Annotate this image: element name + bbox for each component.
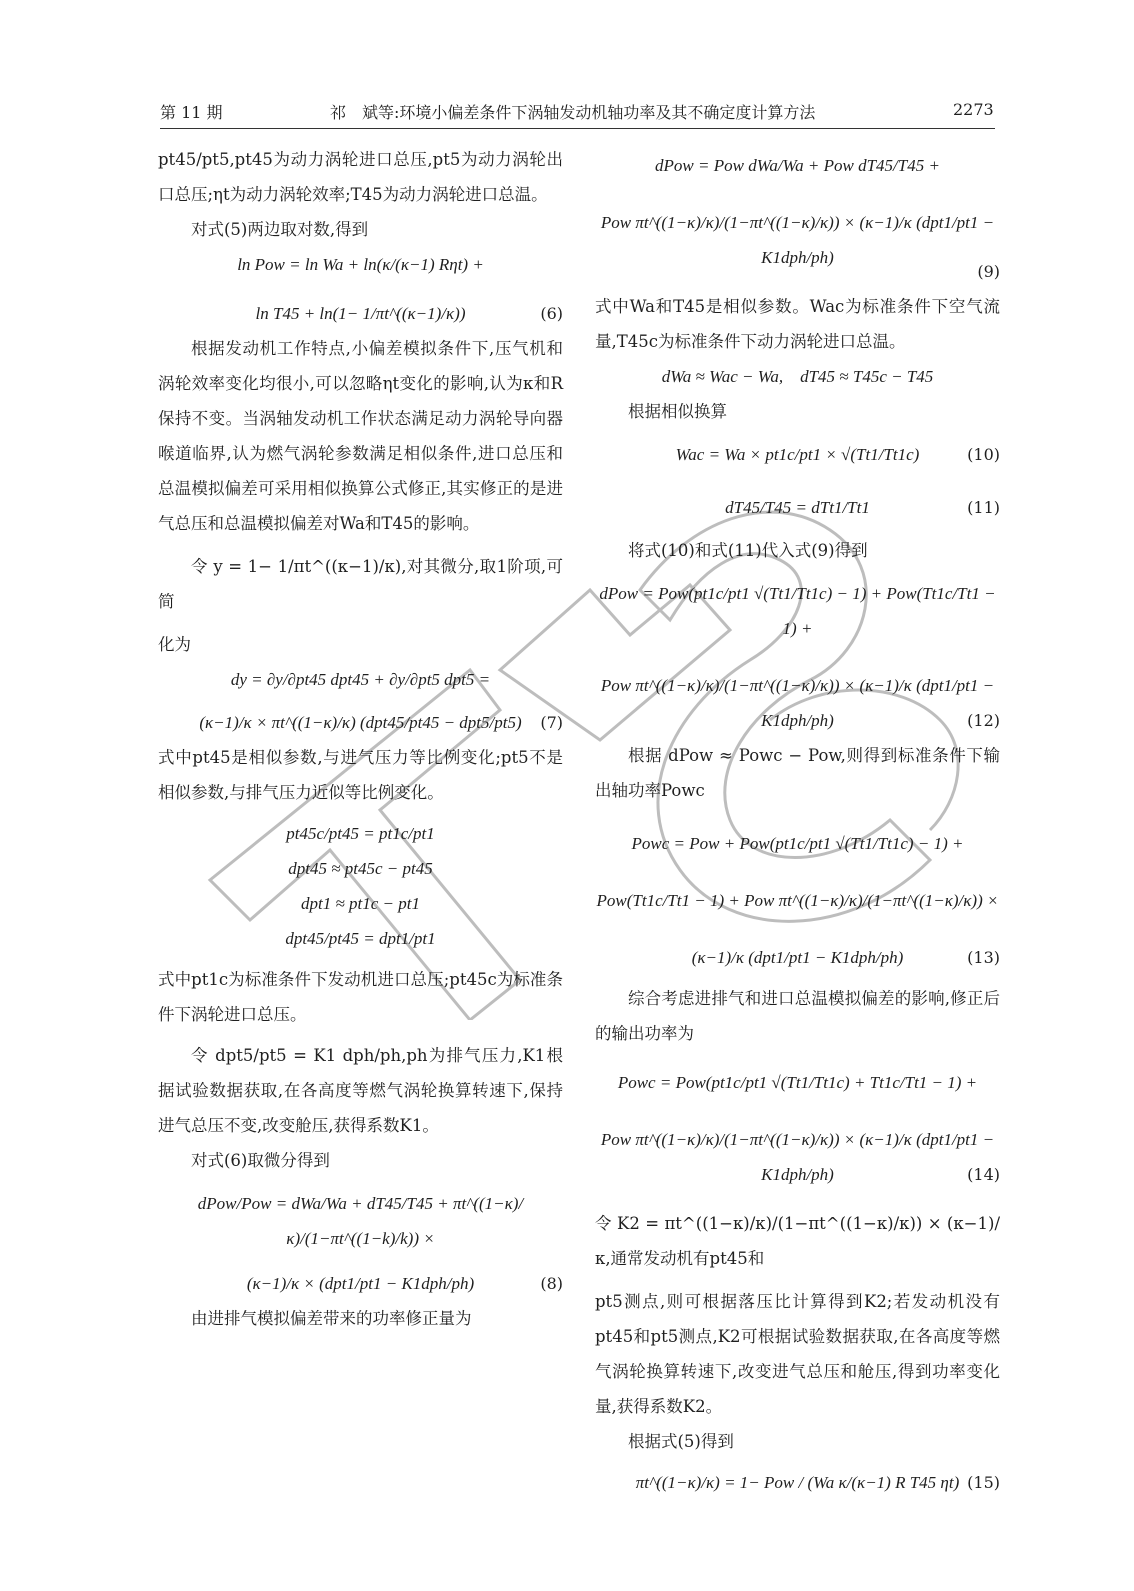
- paragraph: 对式(5)两边取对数,得到: [191, 220, 369, 239]
- paragraph: 由进排气模拟偏差带来的功率修正量为: [191, 1309, 472, 1328]
- paragraph: 根据式(5)得到: [628, 1432, 734, 1451]
- right-column: [595, 142, 1000, 1500]
- paragraph: 将式(10)和式(11)代入式(9)得到: [628, 541, 868, 560]
- equation-8-line2: (κ−1)/κ × (dpt1/pt1 − K1dph/ph) (8): [158, 1266, 563, 1301]
- paragraph: 式中pt1c为标准条件下发动机进口总压;pt45c为标准条件下涡轮进口总压。: [158, 970, 563, 1024]
- equation-number: (13): [967, 948, 1000, 967]
- equation-9-line1: dPow = Pow dWa/Wa + Pow dT45/T45 +: [655, 156, 940, 175]
- equation-6-line1: ln Pow = ln Wa + ln(κ/(κ−1) Rηt) +: [237, 255, 484, 274]
- paragraph: 令 dpt5/pt5 = K1 dph/ph,ph为排气压力,K1根据试验数据获取,在各高度等燃气涡轮换算转速下,保持进气总压不变,改变舱压,获得系数K1。: [158, 1046, 563, 1135]
- left-column: [158, 142, 563, 1336]
- equation-13-line1: Powc = Pow + Pow(pt1c/pt1 √(Tt1/Tt1c) − 1) +: [631, 834, 964, 853]
- equation-9-number-row: [595, 262, 1000, 289]
- equation-number: (14): [967, 1165, 1000, 1184]
- equation-number: (15): [967, 1473, 1000, 1492]
- paragraph: 根据发动机工作特点,小偏差模拟条件下,压气机和涡轮效率变化均很小,可以忽略ηt变化的影响,认为κ和R保持不变。当涡轴发动机工作状态满足动力涡轮导向器喉道临界,认为燃气涡轮参数满足相似条件,进口总压和总温模拟偏差可采用相似换算公式修正,其实修正的是进气总压和总温模拟偏差对Wa和T45的影响。: [158, 339, 563, 533]
- equation-7-line1: dy = ∂y/∂pt45 dpt45 + ∂y/∂pt5 dpt5 =: [230, 670, 491, 689]
- equation-14-line2: Pow πt^((1−κ)/κ)/(1−πt^((1−κ)/κ)) × (κ−1)/κ (dpt1/pt1 − K1dph/ph) (14): [595, 1122, 1000, 1192]
- equation-13-line2: Pow(Tt1c/Tt1 − 1) + Pow πt^((1−κ)/κ)/(1−πt^((1−κ)/κ)) ×: [596, 891, 999, 910]
- paragraph: 对式(6)取微分得到: [191, 1151, 330, 1170]
- equation-number: (6): [540, 304, 563, 323]
- paragraph: 式中pt45是相似参数,与进气压力等比例变化;pt5不是相似参数,与排气压力近似等比例变化。: [158, 748, 563, 802]
- equation-8-line1: dPow/Pow = dWa/Wa + dT45/T45 + πt^((1−κ)/κ)/(1−πt^((1−k)/k)) ×: [197, 1194, 524, 1248]
- paragraph: 令 K2 = πt^((1−κ)/κ)/(1−πt^((1−κ)/κ)) × (κ−1)/κ,通常发动机有pt45和: [595, 1214, 1000, 1268]
- paragraph: pt5测点,则可根据落压比计算得到K2;若发动机没有pt45和pt5测点,K2可根据试验数据获取,在各高度等燃气涡轮换算转速下,改变进气总压和舱压,得到功率变化量,获得系数K2。: [595, 1292, 1000, 1416]
- equation-number: (7): [540, 713, 563, 732]
- equation-ratio: pt45c/pt45 = pt1c/pt1: [286, 824, 435, 843]
- equation-number: (10): [967, 445, 1000, 464]
- equation-differences: dWa ≈ Wac − Wa, dT45 ≈ T45c − T45: [661, 367, 934, 386]
- equation-6-line2: ln T45 + ln(1− 1/πt^((κ−1)/κ)) (6): [158, 296, 563, 331]
- equation-number: (11): [967, 498, 1000, 517]
- equation-9-line2: Pow πt^((1−κ)/κ)/(1−πt^((1−κ)/κ)) × (κ−1)/κ (dpt1/pt1 − K1dph/ph): [600, 213, 995, 267]
- equation-number: (9): [977, 262, 1000, 281]
- equation-relative: dpt45/pt45 = dpt1/pt1: [285, 929, 436, 948]
- equation-10: Wac = Wa × pt1c/pt1 × √(Tt1/Tt1c) (10): [595, 437, 1000, 472]
- paragraph: 化为: [158, 635, 191, 654]
- equation-14-line1: Powc = Pow(pt1c/pt1 √(Tt1/Tt1c) + Tt1c/Tt1 − 1) +: [617, 1073, 978, 1092]
- paragraph: 式中Wa和T45是相似参数。Wac为标准条件下空气流量,T45c为标准条件下动力涡轮进口总温。: [595, 297, 1000, 351]
- paragraph: pt45/pt5,pt45为动力涡轮进口总压,pt5为动力涡轮出口总压;ηt为动力涡轮效率;T45为动力涡轮进口总温。: [158, 150, 563, 204]
- paragraph: 综合考虑进排气和进口总温模拟偏差的影响,修正后的输出功率为: [595, 989, 1000, 1043]
- paragraph: 令 y = 1− 1/πt^((κ−1)/κ),对其微分,取1阶项,可简: [158, 557, 563, 611]
- equation-dpt1: dpt1 ≈ pt1c − pt1: [300, 894, 421, 913]
- equation-dpt45: dpt45 ≈ pt45c − pt45: [288, 859, 433, 878]
- header-page: 2273: [953, 100, 994, 119]
- paragraph: 根据相似换算: [628, 402, 727, 421]
- equation-13-line3: (κ−1)/κ (dpt1/pt1 − K1dph/ph) (13): [595, 940, 1000, 975]
- equation-number: (8): [540, 1274, 563, 1293]
- header-title: 祁 斌等:环境小偏差条件下涡轴发动机轴功率及其不确定度计算方法: [330, 103, 816, 122]
- equation-11: dT45/T45 = dTt1/Tt1 (11): [595, 490, 1000, 525]
- paragraph: 根据 dPow ≈ Powc − Pow,则得到标准条件下输出轴功率Powc: [595, 746, 1000, 800]
- equation-7-line2: (κ−1)/κ × πt^((1−κ)/κ) (dpt45/pt45 − dpt5/pt5) (7): [158, 705, 563, 740]
- equation-number: (12): [967, 711, 1000, 730]
- equation-12-line1: dPow = Pow(pt1c/pt1 √(Tt1/Tt1c) − 1) + Pow(Tt1c/Tt1 − 1) +: [599, 584, 996, 638]
- equation-12-line2: Pow πt^((1−κ)/κ)/(1−πt^((1−κ)/κ)) × (κ−1)/κ (dpt1/pt1 − K1dph/ph) (12): [595, 668, 1000, 738]
- header-issue: 第 11 期: [160, 103, 223, 122]
- header-rule: [160, 128, 995, 129]
- equation-15: πt^((1−κ)/κ) = 1− Pow / (Wa κ/(κ−1) R T45 ηt) (15): [595, 1465, 1000, 1500]
